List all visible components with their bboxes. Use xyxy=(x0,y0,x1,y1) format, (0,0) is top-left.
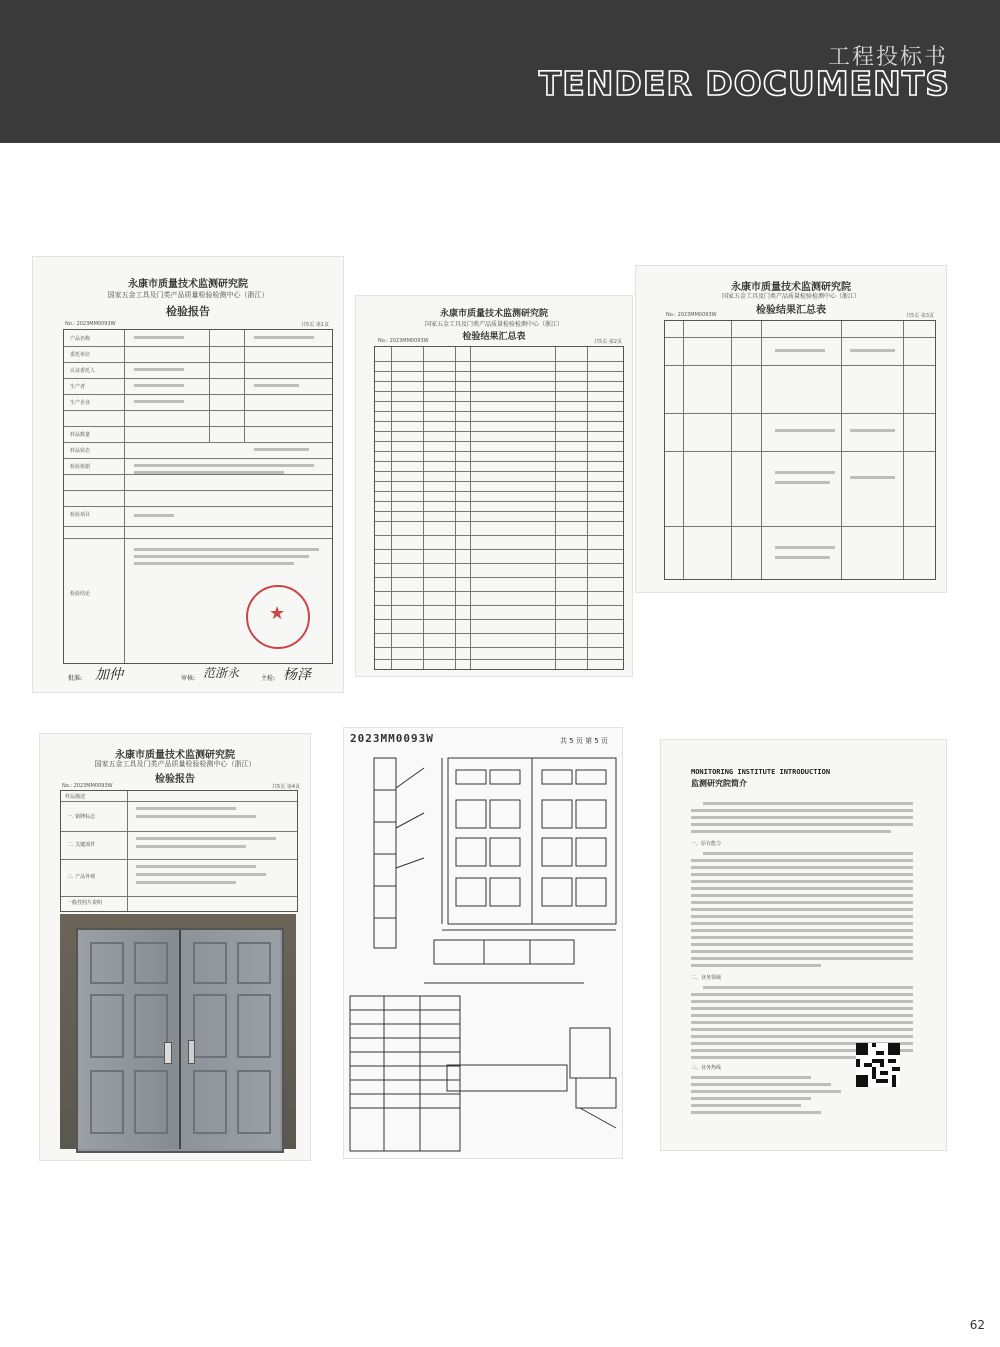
drawing-page: 共 5 页 第 5 页 xyxy=(559,737,608,745)
label-manufacturer: 生产企业 xyxy=(70,400,91,406)
label-sample-qty: 样品数量 xyxy=(70,432,91,438)
doc-number: No.: 2023MM0093W xyxy=(666,312,717,318)
doc-page: 共5页 第1页 xyxy=(301,322,329,328)
section-label: 样品描述 xyxy=(65,794,86,800)
label-producer: 生产者 xyxy=(70,384,86,390)
report-table xyxy=(63,329,333,664)
doc-center-subtitle: 国家五金工具及门类产品质量检验检测中心（浙江） xyxy=(721,293,860,300)
doc-institute-title: 永康市质量技术监测研究院 xyxy=(128,279,248,290)
page-number: 62 xyxy=(969,1318,985,1332)
signature-approve-label: 批准: xyxy=(68,675,83,682)
door-drawing xyxy=(344,728,622,1158)
label-client: 委托单位 xyxy=(70,352,91,358)
signature-approver: 加仲 xyxy=(95,667,123,683)
sample-table xyxy=(60,790,298,912)
door-handle xyxy=(164,1042,172,1064)
label-cert-client: 认证委托人 xyxy=(70,368,96,374)
header-title-cn: 工程投标书 xyxy=(827,45,948,70)
row-appearance: 三. 产品外观 xyxy=(67,874,96,880)
summary-table xyxy=(374,346,624,670)
header-title-en: TENDER DOCUMENTS xyxy=(538,64,950,103)
signature-reviewer: 范浙永 xyxy=(203,666,240,680)
intro-heading-cn: 监测研究院简介 xyxy=(691,779,747,788)
doc-number: No.: 2023MM0093W xyxy=(62,783,113,789)
signature-review-label: 审核: xyxy=(181,675,196,682)
doc-institute-title: 永康市质量技术监测研究院 xyxy=(731,282,851,293)
drawing-code: 2023MM0093W xyxy=(350,732,434,745)
institute-intro-scan xyxy=(661,740,946,1150)
technical-drawing-scan xyxy=(344,728,622,1158)
summary-table xyxy=(664,320,936,580)
doc-page: 共5页 第3页 xyxy=(906,313,934,319)
page-header xyxy=(0,0,1000,143)
doc-center-subtitle: 国家五金工具及门类产品质量检验检测中心（浙江） xyxy=(94,760,256,768)
row-key-parts: 二. 关键部件 xyxy=(67,842,96,848)
intro-heading-en: MONITORING INSTITUTE INTRODUCTION xyxy=(691,768,831,776)
doc-heading: 检验结果汇总表 xyxy=(462,332,526,342)
inspection-report-scan xyxy=(33,257,343,692)
doc-number: No.: 2023MM0093W xyxy=(378,338,429,344)
doc-heading: 检验报告 xyxy=(166,305,210,318)
doc-page: 共5页 第2页 xyxy=(594,339,622,345)
official-seal: ★ xyxy=(246,585,310,649)
label-product-name: 产品名称 xyxy=(70,336,91,342)
row-photo-note: 一般性照片说明 xyxy=(67,900,103,906)
row-nameplate: 一. 铭牌标志 xyxy=(67,814,96,820)
doc-center-subtitle: 国家五金工具及门类产品质量检验检测中心（浙江） xyxy=(424,321,563,328)
intro-section-1: 一、原有能力 xyxy=(691,841,722,847)
label-basis: 检验依据 xyxy=(70,464,91,470)
label-conclusion: 检验结论 xyxy=(70,591,91,597)
intro-section-3: 三、业务热线 xyxy=(691,1065,722,1071)
doc-number: No.: 2023MM0093W xyxy=(65,321,116,327)
doc-heading: 检验结果汇总表 xyxy=(756,305,826,316)
doc-heading: 检验报告 xyxy=(155,774,195,785)
results-summary-scan-2 xyxy=(636,266,946,592)
signature-inspector: 杨泽 xyxy=(283,667,311,683)
doc-institute-title: 永康市质量技术监测研究院 xyxy=(115,750,235,761)
qr-code-icon xyxy=(856,1043,900,1087)
label-items: 检验项目 xyxy=(70,512,91,518)
label-sample-state: 样品状态 xyxy=(70,448,91,454)
doc-page: 共5页 第4页 xyxy=(272,784,300,790)
doc-institute-title: 永康市质量技术监测研究院 xyxy=(439,309,548,319)
doc-center-subtitle: 国家五金工具及门类产品质量检验检测中心（浙江） xyxy=(107,291,269,299)
signature-inspector-label: 主检: xyxy=(261,675,276,682)
results-summary-scan xyxy=(356,296,632,676)
intro-section-2: 二、业务领域 xyxy=(691,975,722,981)
door-photo xyxy=(60,914,296,1149)
sample-photo-report-scan xyxy=(40,734,310,1160)
door-lock xyxy=(188,1040,195,1064)
